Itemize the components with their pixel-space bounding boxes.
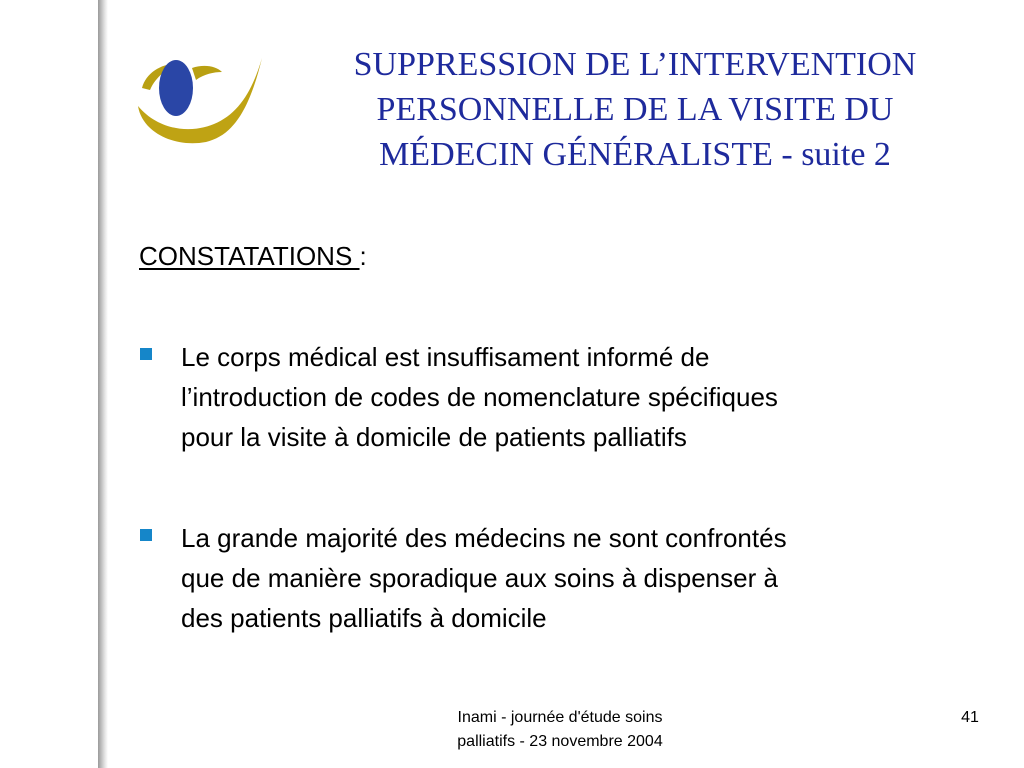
logo-emblem-icon (134, 50, 264, 150)
section-heading-text: CONSTATATIONS (139, 241, 360, 271)
section-heading-colon: : (359, 241, 367, 271)
slide-title-line: MÉDECIN GÉNÉRALISTE - suite 2 (379, 136, 891, 173)
section-heading (139, 240, 367, 272)
footer-caption-line: palliatifs - 23 novembre 2004 (457, 733, 663, 750)
bullet-text-line: des patients palliatifs à domicile (181, 603, 547, 633)
bullet-text-line: Le corps médical est insuffisament informé de (181, 342, 710, 372)
logo-blue-oval (159, 60, 193, 116)
square-bullet-icon (140, 348, 152, 360)
logo-gold-tip (192, 66, 222, 80)
bullet-text-line: pour la visite à domicile de patients palliatifs (181, 422, 687, 452)
square-bullet-icon (140, 529, 152, 541)
bullet-text-line: que de manière sporadique aux soins à dispenser à (181, 563, 778, 593)
bullet-text-line: l’introduction de codes de nomenclature spécifiques (181, 382, 778, 412)
decorative-stripe (36, 0, 98, 768)
footer-caption (400, 706, 720, 754)
bullet-text-line: La grande majorité des médecins ne sont confrontés (181, 523, 787, 553)
inami-logo (134, 50, 264, 150)
page-number: 41 (961, 709, 979, 726)
slide-title-line: PERSONNELLE DE LA VISITE DU (376, 91, 894, 128)
footer-caption-line: Inami - journée d'étude soins (457, 709, 663, 726)
slide-title (290, 42, 980, 177)
bullet-text (181, 518, 787, 638)
bullet-text (181, 337, 778, 457)
stripe-shadow (98, 0, 108, 768)
slide-title-line: SUPPRESSION DE L’INTERVENTION (353, 46, 917, 83)
